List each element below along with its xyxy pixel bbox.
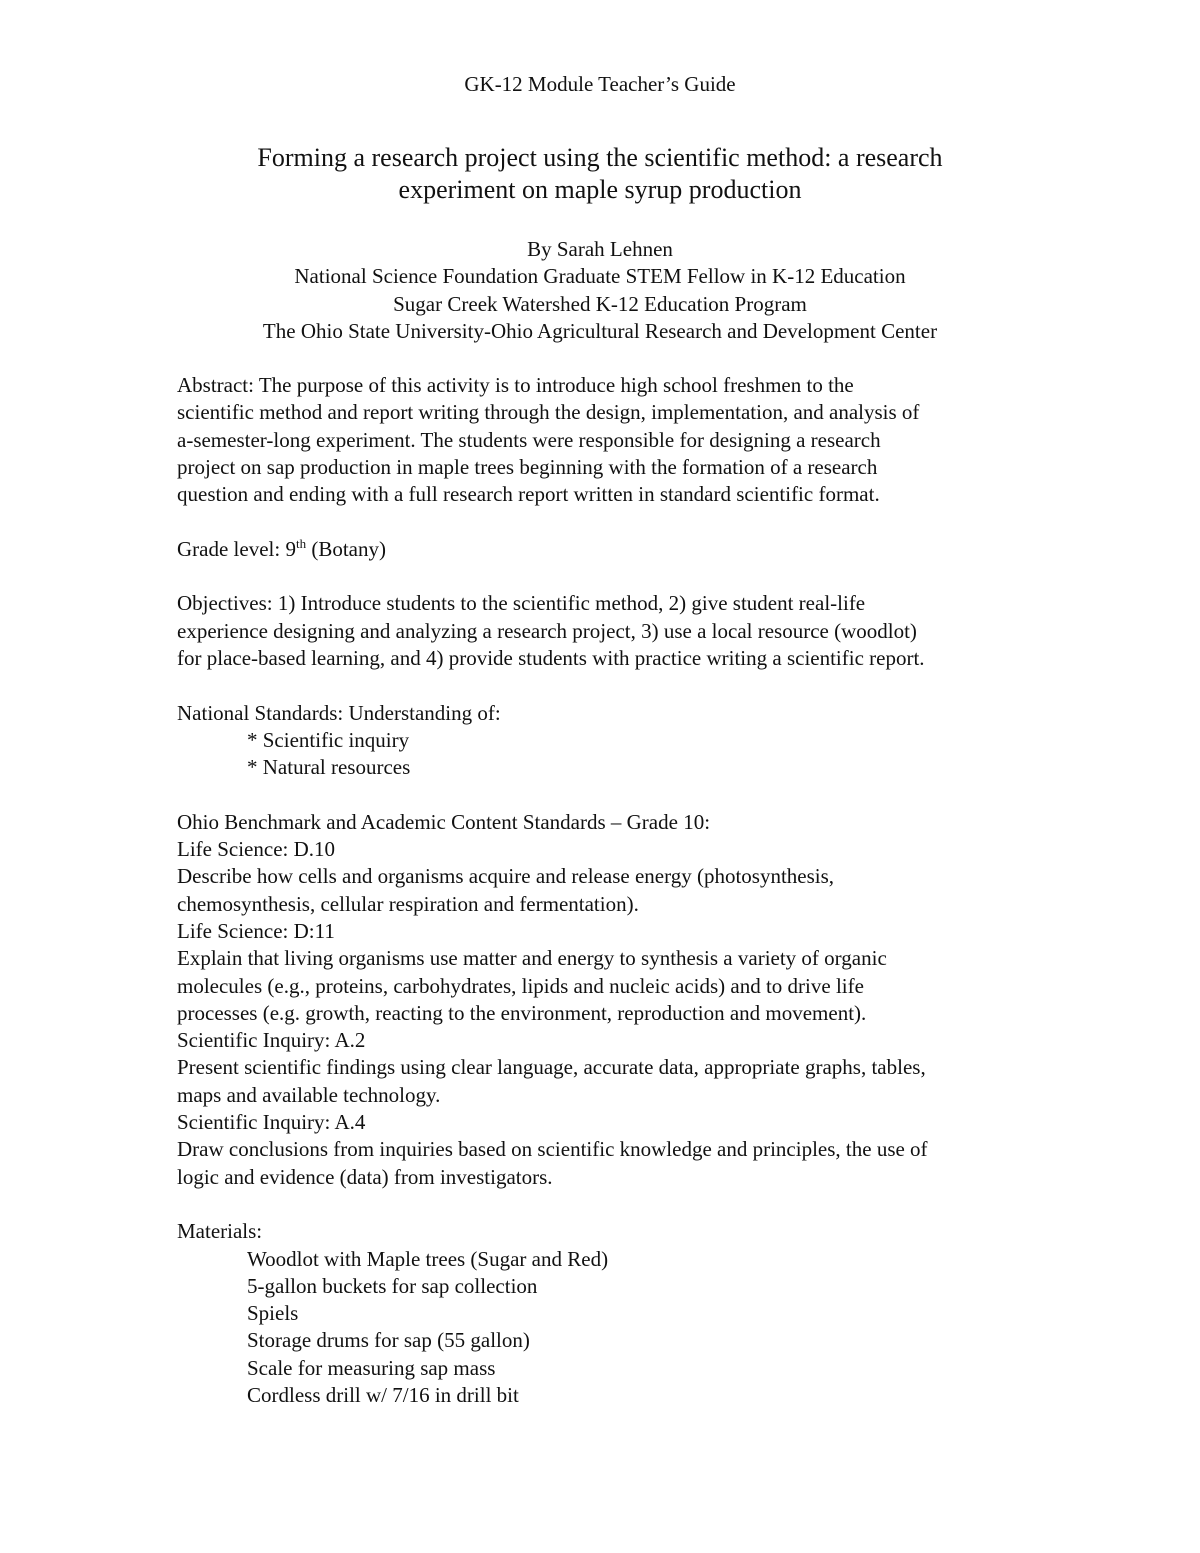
standard-code: Life Science: D.10	[177, 837, 336, 862]
materials-item: Storage drums for sap (55 gallon)	[247, 1328, 530, 1353]
grade-level-superscript: th	[295, 535, 307, 551]
national-standards-item: * Scientific inquiry	[247, 727, 410, 752]
materials-heading: Materials:	[177, 1219, 263, 1244]
spacer	[177, 508, 1037, 535]
document-body	[177, 372, 1037, 1409]
national-standards-item: * Natural resources	[247, 755, 411, 780]
objectives-line: Objectives: 1) Introduce students to the scientific method, 2) give student real-life	[177, 591, 866, 616]
standard-text: maps and available technology.	[177, 1082, 441, 1107]
document-title	[0, 142, 1200, 206]
author-affiliation-3: The Ohio State University-Ohio Agricultural Research and Development Center	[262, 318, 938, 343]
standard-code: Scientific Inquiry: A.4	[177, 1110, 366, 1135]
materials-item: Scale for measuring sap mass	[247, 1355, 496, 1380]
title-line-1: Forming a research project using the scientific method: a research	[257, 143, 943, 172]
materials-item: Cordless drill w/ 7/16 in drill bit	[247, 1382, 519, 1407]
abstract-line: a-semester-long experiment. The students were responsible for designing a research	[177, 427, 881, 452]
materials-item: Spiels	[247, 1301, 299, 1326]
objectives-section	[177, 590, 1037, 672]
ohio-standards-heading: Ohio Benchmark and Academic Content Standards – Grade 10:	[177, 809, 711, 834]
running-header: GK-12 Module Teacher’s Guide	[464, 72, 736, 96]
abstract-section	[177, 372, 1037, 508]
abstract-line: question and ending with a full research report written in standard scientific format.	[177, 482, 880, 507]
national-standards-section	[177, 700, 1037, 782]
abstract-line: scientific method and report writing through the design, implementation, and analysis of	[177, 400, 920, 425]
author-byline: By Sarah Lehnen	[527, 237, 673, 261]
grade-level	[177, 536, 1037, 563]
abstract-line: Abstract: The purpose of this activity is to introduce high school freshmen to the	[177, 373, 854, 397]
standard-text: logic and evidence (data) from investigators.	[177, 1164, 553, 1189]
author-affiliation-2: Sugar Creek Watershed K-12 Education Program	[393, 291, 807, 316]
spacer	[177, 672, 1037, 699]
spacer	[177, 563, 1037, 590]
standard-text: chemosynthesis, cellular respiration and fermentation).	[177, 891, 639, 916]
spacer	[177, 781, 1037, 808]
materials-section	[177, 1218, 1037, 1409]
abstract-line: project on sap production in maple trees beginning with the formation of a research	[177, 454, 878, 479]
standard-text: processes (e.g. growth, reacting to the environment, reproduction and movement).	[177, 1000, 867, 1025]
grade-level-label: Grade level: 9	[177, 536, 296, 561]
standard-code: Scientific Inquiry: A.2	[177, 1028, 366, 1053]
title-line-2: experiment on maple syrup production	[398, 175, 802, 204]
author-block	[0, 236, 1200, 345]
standard-text: Present scientific findings using clear language, accurate data, appropriate graphs, tables,	[177, 1055, 926, 1080]
national-standards-heading: National Standards: Understanding of:	[177, 700, 501, 725]
spacer	[177, 1191, 1037, 1218]
materials-item: Woodlot with Maple trees (Sugar and Red)	[247, 1246, 609, 1271]
materials-item: 5-gallon buckets for sap collection	[247, 1273, 538, 1298]
author-affiliation-1: National Science Foundation Graduate STEM Fellow in K-12 Education	[294, 264, 906, 289]
standard-text: Explain that living organisms use matter and energy to synthesis a variety of organic	[177, 946, 887, 971]
standard-text: molecules (e.g., proteins, carbohydrates, lipids and nucleic acids) and to drive life	[177, 973, 864, 998]
objectives-line: experience designing and analyzing a research project, 3) use a local resource (woodlot)	[177, 618, 917, 643]
ohio-standards-section	[177, 809, 1037, 1191]
standard-text: Describe how cells and organisms acquire and release energy (photosynthesis,	[177, 864, 835, 889]
standard-code: Life Science: D:11	[177, 918, 335, 943]
grade-level-suffix: (Botany)	[306, 536, 386, 561]
objectives-line: for place-based learning, and 4) provide students with practice writing a scientific report.	[177, 645, 925, 670]
standard-text: Draw conclusions from inquiries based on scientific knowledge and principles, the use of	[177, 1137, 928, 1162]
